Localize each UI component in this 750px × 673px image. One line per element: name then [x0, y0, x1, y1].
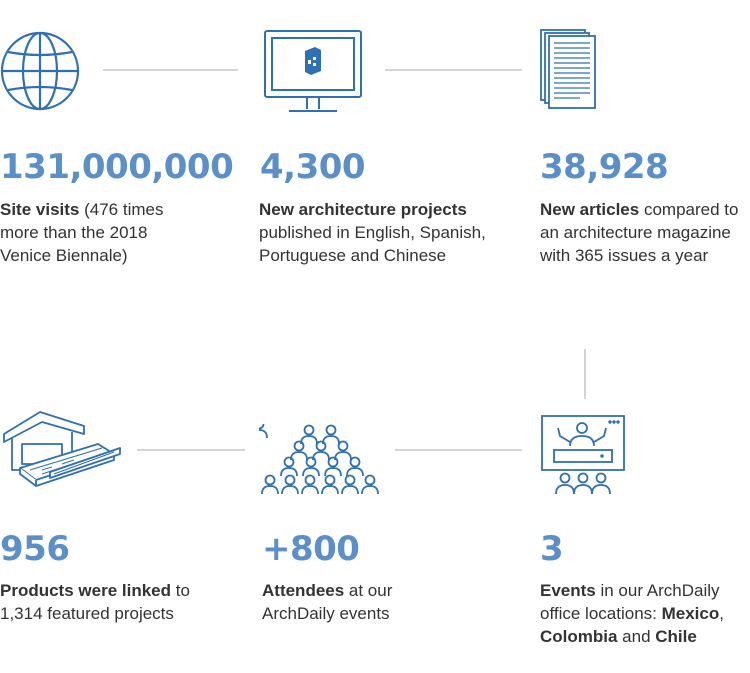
- location-mexico: Mexico: [661, 604, 720, 623]
- location-chile: Chile: [655, 627, 697, 646]
- connector-line: [395, 449, 522, 451]
- stat-detail: compared to an architecture magazine with 365 issues a year: [540, 200, 739, 265]
- stat-detail: to 1,314 featured projects: [0, 581, 190, 623]
- stat-label: Attendees: [262, 581, 345, 600]
- stat-description-events: [540, 579, 745, 648]
- stat-number-events: 3: [540, 529, 564, 569]
- stat-label: Products were linked: [0, 581, 171, 600]
- stat-description-products: [0, 579, 220, 625]
- audience-icon: [259, 424, 385, 498]
- stat-label: New architecture projects: [259, 200, 467, 219]
- stat-description-projects: [259, 198, 489, 267]
- products-icon: [2, 408, 122, 494]
- documents-icon: [538, 28, 598, 110]
- stat-number-attendees: +800: [262, 529, 360, 569]
- stat-detail: published in English, Spanish, Portuguese and Chinese: [259, 223, 486, 265]
- connector-line: [137, 449, 245, 451]
- stat-description-articles: [540, 198, 748, 267]
- presentation-icon: [540, 414, 628, 498]
- stat-number-projects: 4,300: [260, 147, 366, 187]
- separator: ,: [719, 604, 724, 623]
- stat-label: New articles: [540, 200, 640, 219]
- stat-detail: at our ArchDaily events: [262, 581, 393, 623]
- connector-line: [385, 69, 522, 71]
- connector-line: [584, 349, 586, 399]
- stat-detail: (476 times more than the 2018 Venice Biennale): [0, 200, 164, 265]
- stat-number-articles: 38,928: [540, 147, 669, 187]
- stat-description-attendees: [262, 579, 422, 625]
- stat-detail: in our ArchDaily office locations:: [540, 581, 720, 623]
- separator: and: [617, 627, 656, 646]
- connector-line: [103, 69, 238, 71]
- stat-label: Site visits: [0, 200, 80, 219]
- stat-label: Events: [540, 581, 596, 600]
- stat-description-site-visits: [0, 198, 190, 267]
- globe-icon: [0, 30, 82, 112]
- stat-number-products: 956: [0, 529, 70, 569]
- location-colombia: Colombia: [540, 627, 618, 646]
- stat-number-site-visits: 131,000,000: [0, 147, 234, 187]
- monitor-icon: [263, 29, 363, 117]
